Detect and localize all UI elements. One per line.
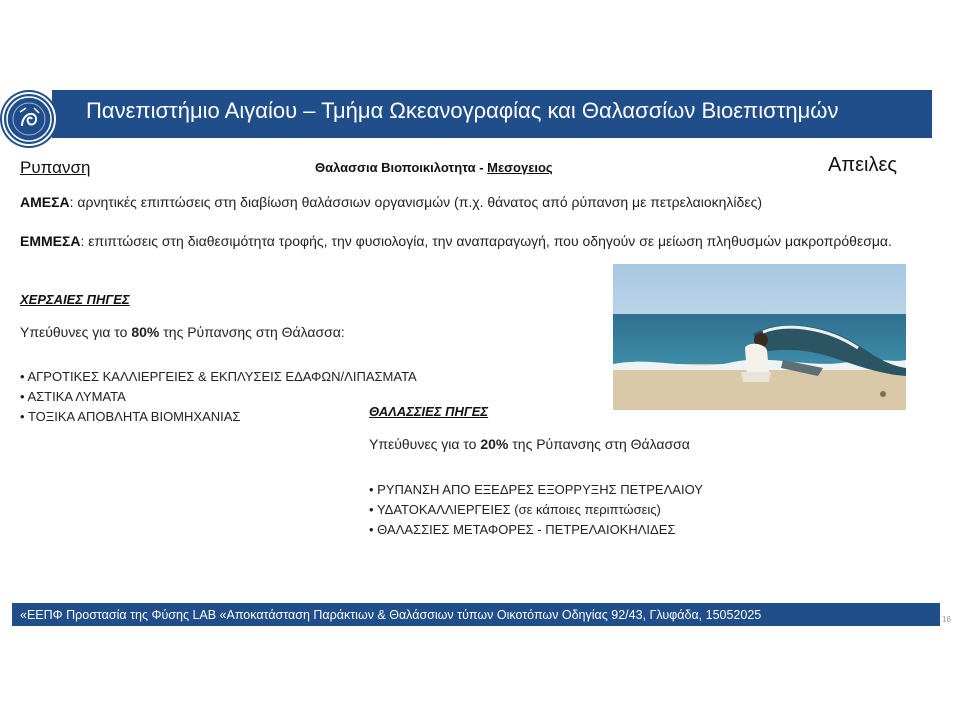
slide <box>0 80 960 640</box>
page-number: 16 <box>942 615 951 624</box>
topic-right: Απειλες <box>828 154 898 176</box>
header-title: Πανεπιστήμιο Αιγαίου – Τμήμα Ωκεανογραφίας και Θαλασσίων Βιοεπιστημών <box>86 98 839 123</box>
land-resp-prefix: Υπεύθυνες για το <box>20 324 132 340</box>
header <box>0 86 960 144</box>
list-item: • ΤΟΞΙΚΑ ΑΠΟΒΛΗΤΑ ΒΙΟΜΗΧΑΝΙΑΣ <box>20 407 417 427</box>
indirect-label: ΕΜΜΕΣΑ <box>20 233 81 249</box>
land-resp-suffix: της Ρύπανσης στη Θάλασσα: <box>159 324 345 340</box>
indirect-effects <box>20 231 900 252</box>
direct-text: : αρνητικές επιπτώσεις στη διαβίωση θαλάσσιων οργανισμών (π.χ. θάνατος από ρύπανση με πετρελαιοκηλίδες) <box>69 194 762 210</box>
indirect-text: : επιπτώσεις στη διαθεσιμότητα τροφής, την φυσιολογία, την αναπαραγωγή, που οδηγούν σε μείωση πληθυσμών μακροπρόθεσμα. <box>80 233 892 249</box>
topic-center-prefix: Θαλασσια Βιοποικιλοτητα - <box>315 160 488 175</box>
land-sources-list <box>20 367 417 427</box>
direct-effects <box>20 192 920 213</box>
list-item: • ΘΑΛΑΣΣΙΕΣ ΜΕΤΑΦΟΡΕΣ - ΠΕΤΡΕΛΑΙΟΚΗΛΙΔΕΣ <box>369 520 703 540</box>
sea-resp-percent: 20% <box>480 436 509 452</box>
list-item: • ΑΓΡΟΤΙΚΕΣ ΚΑΛΛΙΕΡΓΕΙΕΣ & ΕΚΠΛΥΣΕΙΣ ΕΔΑΦΩΝ/ΛΙΠΑΣΜΑΤΑ <box>20 367 417 387</box>
sea-resp-prefix: Υπεύθυνες για το <box>369 436 481 452</box>
sea-sources-responsibility <box>369 436 690 452</box>
land-resp-percent: 80% <box>131 324 160 340</box>
sea-sources-title: ΘΑΛΑΣΣΙΕΣ ΠΗΓΕΣ <box>369 404 489 419</box>
topic-center-suffix: Μεσογειος <box>487 160 553 175</box>
list-item: • ΑΣΤΙΚΑ ΛΥΜΑΤΑ <box>20 387 417 407</box>
university-logo-icon <box>2 92 56 146</box>
direct-label: ΑΜΕΣΑ <box>20 194 70 210</box>
list-item: • ΡΥΠΑΝΣΗ ΑΠΟ ΕΞΕΔΡΕΣ ΕΞΟΡΡΥΞΗΣ ΠΕΤΡΕΛΑΙΟΥ <box>369 480 703 500</box>
footer-text: «ΕΕΠΦ Προστασία της Φύσης LAB «Αποκατάσταση Παράκτιων & Θαλάσσιων τύπων Οικοτόπων Οδηγίας 92/43, Γλυφάδα, 15052025 <box>20 608 762 622</box>
sea-sources-list <box>369 480 703 540</box>
topic-left: Ρυπανση <box>20 158 91 177</box>
ocean-pollution-photo <box>613 264 906 410</box>
list-item: • ΥΔΑΤΟΚΑΛΛΙΕΡΓΕΙΕΣ (σε κάποιες περιπτώσεις) <box>369 500 703 520</box>
land-sources-responsibility <box>20 324 345 340</box>
sea-resp-suffix: της Ρύπανσης στη Θάλασσα <box>508 436 690 452</box>
land-sources-title: ΧΕΡΣΑΙΕΣ ΠΗΓΕΣ <box>20 292 130 307</box>
topic-center <box>315 160 553 175</box>
